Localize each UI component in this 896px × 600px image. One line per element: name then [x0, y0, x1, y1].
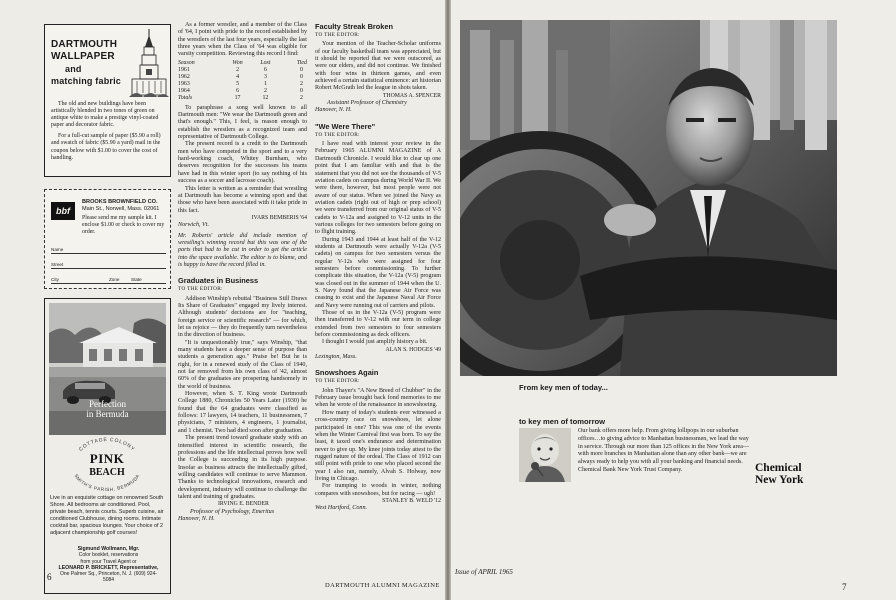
cell: 0 [300, 87, 303, 94]
chemical-new-york-logo [755, 462, 803, 486]
table-row [178, 74, 307, 81]
representative-address: One Palmer Sq., Princeton, N. J. (609) 924-5084 [60, 571, 157, 584]
coupon-state-label: State [131, 277, 142, 282]
caption-key-men-today: From key men of today... [519, 383, 608, 392]
badge-pink-text: PINK [89, 451, 125, 466]
wallpaper-title-line1: DARTMOUTH [51, 39, 118, 50]
place-hanover-2: Hanover, N. H. [315, 107, 352, 114]
in-bermuda-text: in Bermuda [86, 409, 129, 419]
place-hanover-1: Hanover, N. H. [178, 515, 215, 522]
wrestling-table-header [178, 60, 307, 67]
coupon-city-field[interactable] [51, 277, 166, 284]
heading-graduates-in-business: Graduates in Business [178, 276, 259, 286]
caption-key-men-tomorrow: to key men of tomorrow [519, 417, 606, 426]
heading-snowshoes-again: Snowshoes Again [315, 368, 379, 378]
badge-bottom-text: SMITH'S PARISH, BERMUDA [73, 473, 141, 493]
were-there-p4: I thought I would just amplify history a bit. [322, 339, 428, 346]
table-row [178, 88, 307, 95]
signature-weld: STANLEY B. WELD '12 [382, 497, 441, 504]
graduates-p3: However, when S. T. King wrote Dartmouth College 1880, Chronicles 50 Years Later (1930) he found that the 64 graduates were classified as follows: 17 lawyers, 14 teachers, 11 businessmen, 7 physicians, 7 ministers, 4 engineers, 1 journalist, and 1 chemist. Two had died soon after graduation. [178, 391, 307, 434]
page-number-left: 6 [47, 572, 52, 582]
brooks-brownfield-logo: bbf [51, 202, 75, 220]
wallpaper-ad-title [51, 39, 121, 87]
cell: 5 [236, 80, 240, 87]
were-there-p2: During 1943 and 1944 at least half of the V-12 students at Dartmouth were actually V-12a (V-5 cadets) on campus for two semesters versus the regular V-12s who were assigned for four semesters before commissioning. To further complicate this situation, the V-12a (V-5) program was closed out in the summer of 1944 when the U. S. Navy found that the Japanese Air Force was ceasing to exist and the Japanese Naval Air Force and Navy were running out of carriers and pilots. [315, 236, 441, 309]
col-won: Won [232, 59, 243, 66]
to-the-editor: TO THE EDITOR: [315, 131, 360, 138]
cell: 0 [300, 73, 303, 80]
coupon-name-field[interactable] [51, 247, 166, 254]
badge-top-text: COTTAGE COLONY [77, 437, 137, 453]
pink-beach-copy: Live in an exquisite cottage on renowned South Shore. All bedrooms air conditioned. Pool, private beach, tennis courts. Superb cuisine, air conditioned Clubhouse, dining rooms. Intimate cocktail bar, spacious lounges. Your choice of 2 adjacent championship golf courses! [50, 495, 164, 536]
baker-tower-icon [129, 29, 169, 99]
editor-note: Mr. Roberts' article did include mention of wrestling's winning record but this was one of the parts that had to be cut in order to get the article into the space available. The editor is to blame, and is happy to have the record filled in. [178, 232, 307, 268]
coupon-company-address: Main St., Norwell, Mass. 02061 [82, 206, 160, 212]
coupon-company [82, 199, 159, 213]
graduates-p1: Addison Winship's rebuttal "Business Still Draws Its Share of Graduates" engaged my lively interest. Although students' decisions are for "teaching, foreign service or scientific research" — for which, let us rejoice — they do frequently turn nevertheless in the direction of business. [178, 295, 307, 339]
bank-name-line1: Chemical [755, 462, 802, 474]
bender-title: Professor of Psychology, Emeritus [190, 508, 275, 515]
signature-spencer: THOMAS A. SPENCER [382, 92, 441, 99]
wallpaper-body-p1: The old and new buildings have been artistically blended in two tones of green on antique white to make a prestige vinyl-coated paper and decorator fabric. [51, 101, 159, 129]
were-there-p1: I have read with interest your review in the February 1965 ALUMNI MAGAZINE of A Dartmouth Chronicle. I would like to clear up one point that I am familiar with and that is the statement that you did not see the thousands of V-5 aviation cadets on campus during World War II. We were there, however, but most people were not aware of our status. When we joined the Navy as aviation cadets (right out of high or prep school) we were transferred from our original status of V-5 cadets to V-12a and assigned to V-12 units in the various colleges for two semesters before going on to flight training. [315, 141, 441, 236]
were-there-p3: Those of us in the V-12a (V-5) program were then transferred to V-12 with our term in college extended from two semesters to four semesters before commissioning as deck officers. [315, 310, 441, 339]
cell: 2 [300, 80, 303, 87]
cell: 3 [263, 73, 267, 80]
place-lexington: Lexington, Mass. [315, 354, 357, 361]
wallpaper-title-line4: matching fabric [51, 76, 122, 86]
graduates-p2: "It is unquestionably true," says Winship, "that many students have a deeper sense of purpose than students a generation ago." Praise be! But he is right, for in a renewed study of the Class of 1940, not far removed from his own class of '42, almost 60% of the graduates are prospering handsomely in the world of business. [178, 339, 307, 390]
bermuda-cottage-photo [49, 303, 166, 435]
wrestling-p4: This letter is written as a reminder that wrestling at Dartmouth has become a winning sport and that those who have been associated with it take pride in this fact. [178, 185, 307, 214]
cell: Totals [178, 94, 193, 101]
wrestling-p3: The present record is a credit to the Dartmouth men who have competed in the sport and to a very hard-working coach, Whitey Burnham, who deserves recognition for the successes his teams have had in this winter sport (to say nothing of his success as a soccer and lacrosse coach). [178, 141, 307, 185]
cell: 2 [300, 94, 303, 101]
letters-column-3 [315, 22, 441, 516]
cell: 6 [263, 66, 267, 73]
badge-beach-text: BEACH [89, 467, 125, 478]
coupon-street-field[interactable] [51, 262, 166, 269]
signature-hodges: ALAN S. HODGES '49 [385, 346, 441, 353]
cell: 1 [263, 80, 267, 87]
coupon-city-label: City [51, 277, 59, 282]
signature-bemberis: IVARS BEMBERIS '64 [251, 214, 307, 221]
place-west-hartford: West Hartford, Conn. [315, 505, 368, 512]
wallpaper-title-line2: WALLPAPER [51, 51, 115, 62]
graduates-p4: The present trend toward graduate study with an intensified interest in scientific research, the professions and the life intellectual proves how well the College is succeeding in its high purpose. Insofar as business attracts the intellectually gifted, willing candidates will continue to serve Mammon. Thanks to technological innovations, research and development, industry will continue to challenge the talent and training of graduates. [178, 435, 307, 500]
table-row [178, 67, 307, 74]
cell: 6 [236, 87, 240, 94]
perfection-text: Perfection [89, 399, 126, 409]
bank-name-line2: New York [755, 474, 804, 486]
cell: 2 [236, 66, 240, 73]
snowshoes-p2: How many of today's students ever witnessed a cross-country race on snowshoes, let alone participated in one? This was one of the events when the Winter Carnival first was born. To say the least, it taxed one's endurance and determination never to give up. My knee joints today attest to the rugged nature of the ordeal. The Class of 1912 can still point with pride to one who placed second the year I also ran, namely, Alvah S. Holway, now living in Chicago. [315, 409, 441, 482]
wrestling-record-table [178, 60, 307, 102]
running-head: DARTMOUTH ALUMNI MAGAZINE [325, 582, 440, 589]
cell: 1963 [178, 80, 190, 87]
representative-name: LEONARD P. BRICKETT, Representative, [58, 564, 159, 571]
coupon-street-label: Street [51, 262, 64, 267]
wallpaper-ad-body [51, 101, 166, 166]
to-the-editor: TO THE EDITOR: [178, 286, 223, 293]
heading-faculty-streak-broken: Faculty Streak Broken [315, 22, 394, 31]
wallpaper-title-line3: and [65, 64, 82, 74]
pink-beach-contact [55, 546, 162, 584]
cell: 0 [300, 66, 303, 73]
manager-name: Sigmund Wollmann, Mgr. [77, 546, 140, 552]
cell: 4 [236, 73, 240, 80]
wrestling-intro: As a former wrestler, and a member of the Class of '64, I point with pride to the record established by the wrestlers of the last four years, especially the last three years when the Class of '64 was eligible for varsity competition. Reviewing this record I find: [178, 22, 307, 58]
cell: 1962 [178, 73, 190, 80]
place-norwich: Norwich, Vt. [178, 222, 209, 229]
page-number-right: 7 [842, 582, 847, 592]
pink-beach-ad [44, 298, 171, 594]
cell: 2 [263, 87, 267, 94]
col-season: Season [178, 59, 195, 66]
cell: 17 [234, 94, 241, 101]
left-page [0, 0, 445, 600]
letters-column-2 [178, 22, 307, 526]
booklet-text: Color booklet, reservations [78, 552, 139, 559]
coupon-zone-label: Zone [109, 277, 120, 282]
issue-date: Issue of APRIL 1965 [455, 568, 513, 576]
snowshoes-p1: John Thayer's "A New Breed of Chubber" in the February issue brought back fond memories to me when he wrote of the renaissance in snowshoeing. [315, 387, 441, 409]
table-row [178, 81, 307, 88]
chemical-bank-copy: Our bank offers more help. From giving lollipops in our suburban offices…to giving advice to Manhattan businessmen, we lead the way in service. Through our more than 125 offices in the New York area—with more branches in Manhattan alone than any other bank—we are always ready to help you with all your banking and financial needs. Chemical Bank New York Trust Company. [578, 428, 750, 473]
executive-photo [460, 20, 837, 376]
order-coupon[interactable] [44, 189, 171, 289]
wallpaper-body-p2: For a full-cut sample of paper ($5.90 a roll) and swatch of fabric ($5.90 a yard) mail in the coupon below with $1.00 to cover the cost of handling. [51, 133, 161, 161]
col-lost: Lost [260, 59, 271, 66]
spencer-title: Assistant Professor of Chemistry [327, 100, 407, 107]
coupon-company-name: BROOKS BROWNFIELD CO. [82, 199, 158, 205]
cell: 1961 [178, 66, 190, 73]
from-agent-text: from your Travel Agent or [80, 558, 137, 565]
wrestling-p2: To paraphrase a song well known to all Dartmouth men: "We wear the Dartmouth green and that's enough." This, I feel, is reason enough to establish the wrestlers as a recognized team and representative of Dartmouth College. [178, 104, 307, 141]
cell: 12 [262, 94, 269, 101]
snowshoes-p3: For tramping to woods in winter, nothing compares with snowshoes, but for racing — ugh! [315, 483, 441, 497]
child-photo [519, 428, 571, 482]
executive-portrait-image [460, 20, 837, 376]
to-the-editor: TO THE EDITOR: [315, 378, 360, 385]
faculty-p1: Your mention of the Teacher-Scholar uniforms of our faculty basketball team was appreciated, but it should be reported that we were outscored, as were our elders, and did not continue. We finished with four wins in thirteen games, and even achieved a certain statistical eminence: art historian Robert McGrath led the league in shots taken. [315, 41, 441, 92]
child-with-lollipop-image [519, 428, 571, 482]
pink-beach-badge [67, 437, 147, 493]
to-the-editor: TO THE EDITOR: [315, 32, 360, 38]
heading-we-were-there: "We Were There" [315, 121, 376, 131]
cell: 1964 [178, 87, 190, 94]
coupon-request-text: Please send me my sample kit. I enclose $1.00 or check to cover my order. [82, 215, 165, 235]
wallpaper-ad [44, 24, 171, 177]
bermuda-photo-caption [49, 399, 166, 419]
col-tied: Tied [296, 59, 307, 66]
coupon-name-label: Name [51, 247, 64, 252]
table-row [178, 95, 307, 102]
signature-bender: IRVING E. BENDER [218, 501, 269, 508]
